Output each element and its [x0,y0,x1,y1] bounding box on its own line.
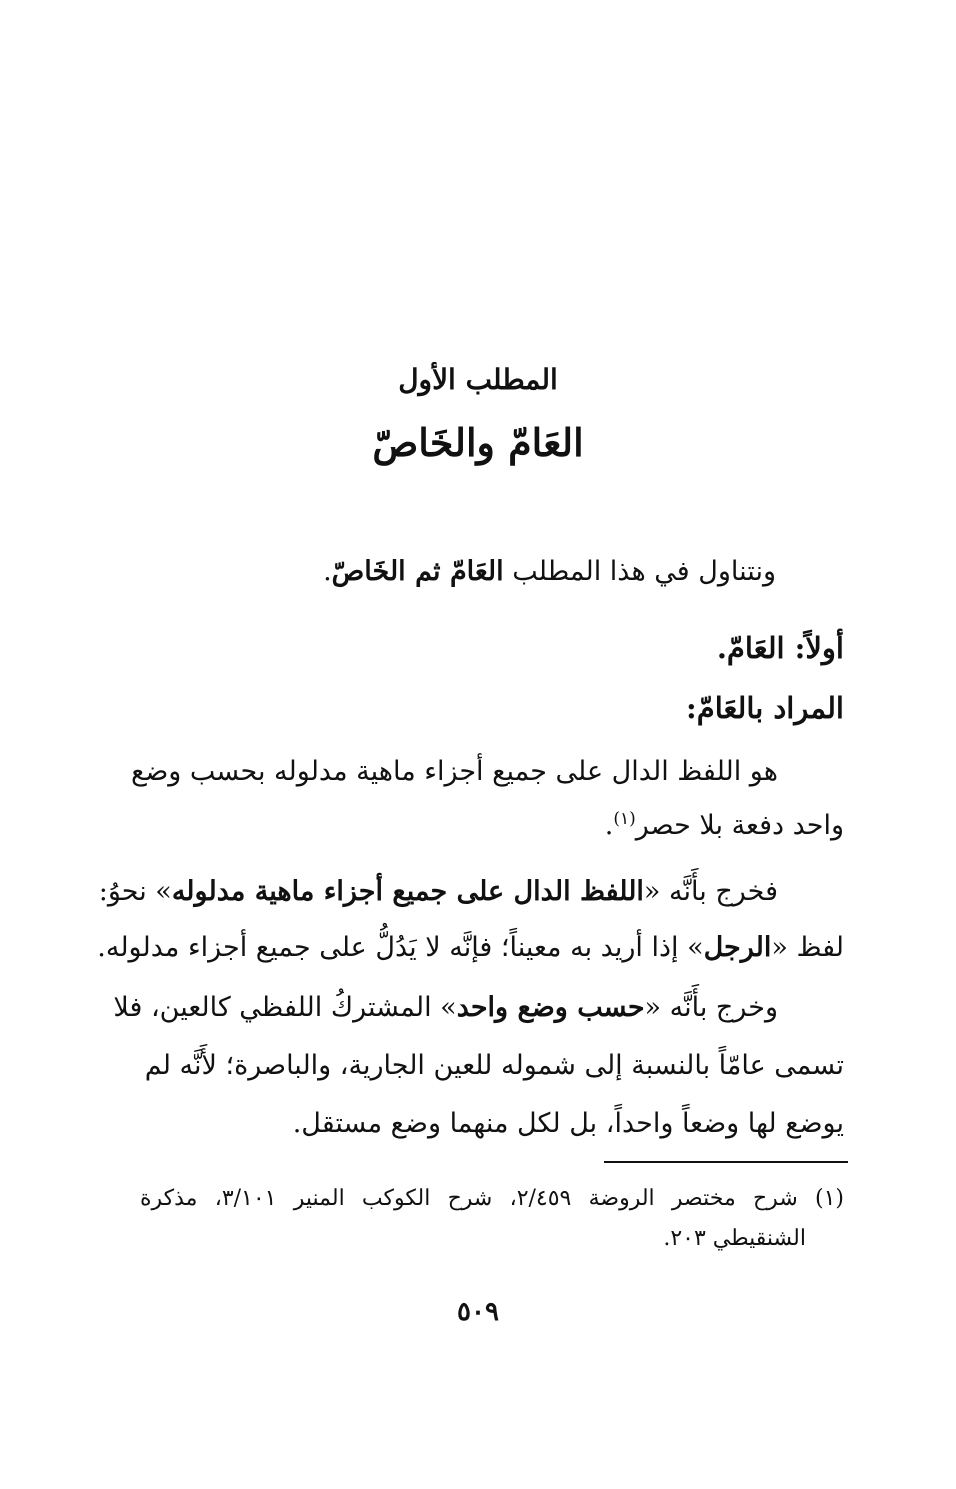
para1-l2-tail: » إذا أريد به معيناً؛ فإنَّه لا يَدُلُّ على جميع أجزاء مدلوله. [97,932,704,963]
intro-bold: العَامّ ثم الخَاصّ [331,556,504,587]
definition-end: . [604,810,614,841]
chapter-title: العَامّ والخَاصّ [372,420,584,465]
definition-heading: المراد بالعَامّ: [686,691,844,725]
para1-bold: اللفظ الدال على جميع أجزاء ماهية مدلوله [171,876,644,907]
footnote-line-1: (١) شرح مختصر الروضة ٢/٤٥٩، شرح الكوكب المنير ٣/١٠١، مذكرة [140,1186,844,1211]
para2-line-1 [113,988,778,1028]
para2-line-3: يوضع لها وضعاً واحداً، بل لكل منهما وضع مستقل. [292,1108,844,1139]
para1-line-1 [98,872,778,912]
intro-text: ونتناول في هذا المطلب [503,556,776,587]
page-number: ٥٠٩ [457,1297,499,1327]
para2-bold: حسب وضع واحد [456,992,645,1023]
footnote-line-2: الشنقيطي ٢٠٣. [663,1226,806,1251]
section-label: المطلب الأول [398,363,558,396]
intro-line [150,552,776,592]
definition-line-2 [150,806,844,846]
para1-tail: » نحوُ: [98,876,172,907]
footnote-reference: (١) [613,809,636,829]
para2-line-2: تسمى عامّاً بالنسبة إلى شموله للعين الجارية، والباصرة؛ لأَنَّه لم [144,1050,844,1081]
para1-l2-bold: الرجل [703,932,772,963]
intro-end: . [323,556,332,587]
para1-lead: فخرج بأَنَّه « [643,876,778,907]
para1-line-2 [97,928,844,968]
footnote-separator [604,1161,848,1163]
para2-lead: وخرج بأَنَّه « [644,992,778,1023]
definition-line-1: هو اللفظ الدال على جميع أجزاء ماهية مدلوله بحسب وضع [131,756,778,787]
para2-tail: » المشتركُ اللفظي كالعين، فلا [113,992,457,1023]
definition-text: واحد دفعة بلا حصر [635,810,844,841]
first-heading: أولاً: العَامّ. [716,631,844,665]
para1-l2-lead: لفظ « [771,932,844,963]
